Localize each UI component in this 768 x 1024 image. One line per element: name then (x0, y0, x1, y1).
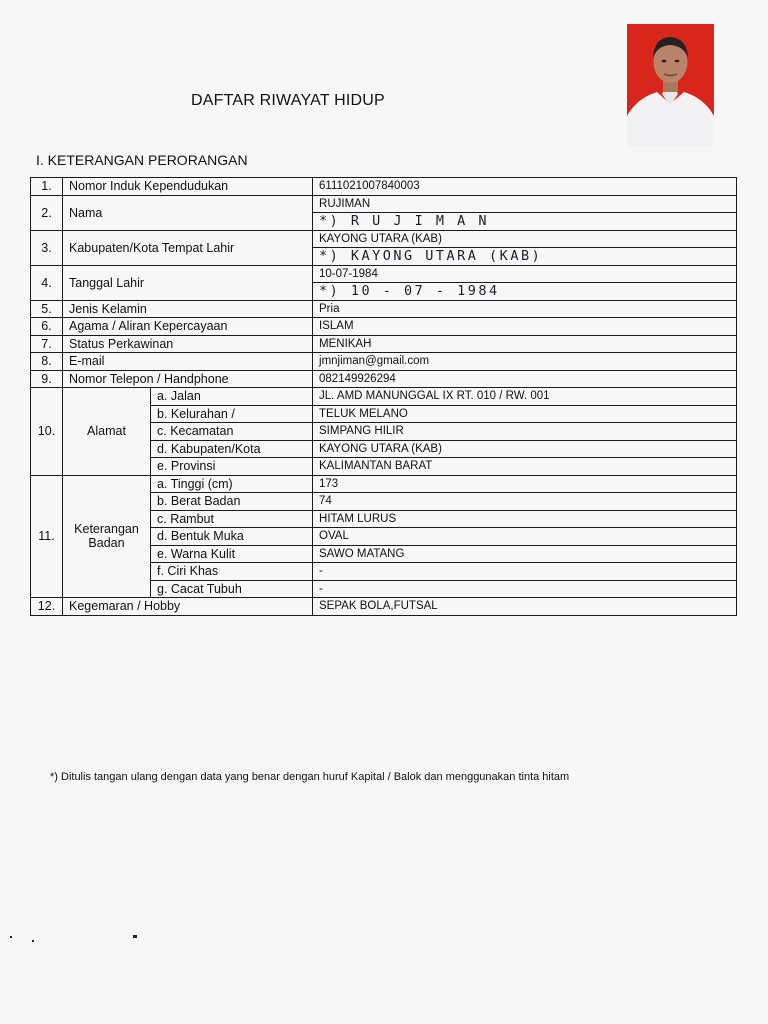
sub-label: g. Cacat Tubuh (151, 580, 313, 598)
jenis-kelamin-value: Pria (313, 300, 737, 318)
badan-label-line1: Keterangan (74, 522, 139, 537)
nama-value: RUJIMAN (313, 195, 737, 213)
sub-label: d. Kabupaten/Kota (151, 440, 313, 458)
muka-value: OVAL (313, 528, 737, 546)
row-label: Nomor Induk Kependudukan (63, 178, 313, 196)
row-number: 4. (31, 265, 63, 300)
row-label: Nomor Telepon / Handphone (63, 370, 313, 388)
footnote: *) Ditulis tangan ulang dengan data yang benar dengan huruf Kapital / Balok dan menggunakan tinta hitam (50, 771, 570, 783)
row-number: 5. (31, 300, 63, 318)
person-photo-icon (627, 24, 714, 147)
sub-label: f. Ciri Khas (151, 563, 313, 581)
tanggal-lahir-value: 10-07-1984 (313, 265, 737, 283)
row-agama (31, 318, 737, 336)
nama-handwritten: *) R U J I M A N (313, 213, 737, 231)
tanggal-lahir-handwritten: *) 10 - 07 - 1984 (313, 283, 737, 301)
row-badan-tinggi (31, 475, 737, 493)
profile-photo (627, 24, 714, 147)
badan-label-line2: Badan (88, 536, 125, 551)
row-number: 10. (31, 388, 63, 476)
jalan-value: JL. AMD MANUNGGAL IX RT. 010 / RW. 001 (313, 388, 737, 406)
scan-speck (32, 940, 34, 942)
row-label: Alamat (63, 388, 151, 476)
personal-info-table (30, 177, 737, 616)
sub-label: e. Warna Kulit (151, 545, 313, 563)
sub-label: d. Bentuk Muka (151, 528, 313, 546)
sub-label: b. Kelurahan / (151, 405, 313, 423)
row-number: 1. (31, 178, 63, 196)
rambut-value: HITAM LURUS (313, 510, 737, 528)
section-title: I. KETERANGAN PERORANGAN (36, 152, 248, 168)
nik-value: 6111021007840003 (313, 178, 737, 196)
telepon-value: 082149926294 (313, 370, 737, 388)
row-number: 7. (31, 335, 63, 353)
sub-label: c. Kecamatan (151, 423, 313, 441)
row-tanggal-lahir (31, 265, 737, 283)
email-value: jmnjiman@gmail.com (313, 353, 737, 371)
row-label (63, 475, 151, 598)
status-value: MENIKAH (313, 335, 737, 353)
tempat-lahir-handwritten: *) KAYONG UTARA (KAB) (313, 248, 737, 266)
row-label: Nama (63, 195, 313, 230)
row-telepon (31, 370, 737, 388)
row-jenis-kelamin (31, 300, 737, 318)
row-number: 12. (31, 598, 63, 616)
sub-label: a. Jalan (151, 388, 313, 406)
row-number: 2. (31, 195, 63, 230)
row-number: 6. (31, 318, 63, 336)
row-label: Agama / Aliran Kepercayaan (63, 318, 313, 336)
row-label: Tanggal Lahir (63, 265, 313, 300)
cacat-value: - (313, 580, 737, 598)
row-status (31, 335, 737, 353)
sub-label: e. Provinsi (151, 458, 313, 476)
row-tempat-lahir (31, 230, 737, 248)
agama-value: ISLAM (313, 318, 737, 336)
row-label: Jenis Kelamin (63, 300, 313, 318)
row-number: 9. (31, 370, 63, 388)
row-number: 8. (31, 353, 63, 371)
row-label: E-mail (63, 353, 313, 371)
tempat-lahir-value: KAYONG UTARA (KAB) (313, 230, 737, 248)
row-label: Kabupaten/Kota Tempat Lahir (63, 230, 313, 265)
row-hobby (31, 598, 737, 616)
hobby-value: SEPAK BOLA,FUTSAL (313, 598, 737, 616)
scan-speck (133, 935, 137, 938)
row-nama (31, 195, 737, 213)
sub-label: c. Rambut (151, 510, 313, 528)
kecamatan-value: SIMPANG HILIR (313, 423, 737, 441)
row-alamat-jalan (31, 388, 737, 406)
kabupaten-value: KAYONG UTARA (KAB) (313, 440, 737, 458)
row-number: 11. (31, 475, 63, 598)
berat-value: 74 (313, 493, 737, 511)
provinsi-value: KALIMANTAN BARAT (313, 458, 737, 476)
row-email (31, 353, 737, 371)
ciri-value: - (313, 563, 737, 581)
row-number: 3. (31, 230, 63, 265)
sub-label: a. Tinggi (cm) (151, 475, 313, 493)
sub-label: b. Berat Badan (151, 493, 313, 511)
kulit-value: SAWO MATANG (313, 545, 737, 563)
row-nik (31, 178, 737, 196)
kelurahan-value: TELUK MELANO (313, 405, 737, 423)
tinggi-value: 173 (313, 475, 737, 493)
document-title: DAFTAR RIWAYAT HIDUP (191, 92, 385, 109)
row-label: Kegemaran / Hobby (63, 598, 313, 616)
row-label: Status Perkawinan (63, 335, 313, 353)
scan-speck (10, 936, 12, 938)
